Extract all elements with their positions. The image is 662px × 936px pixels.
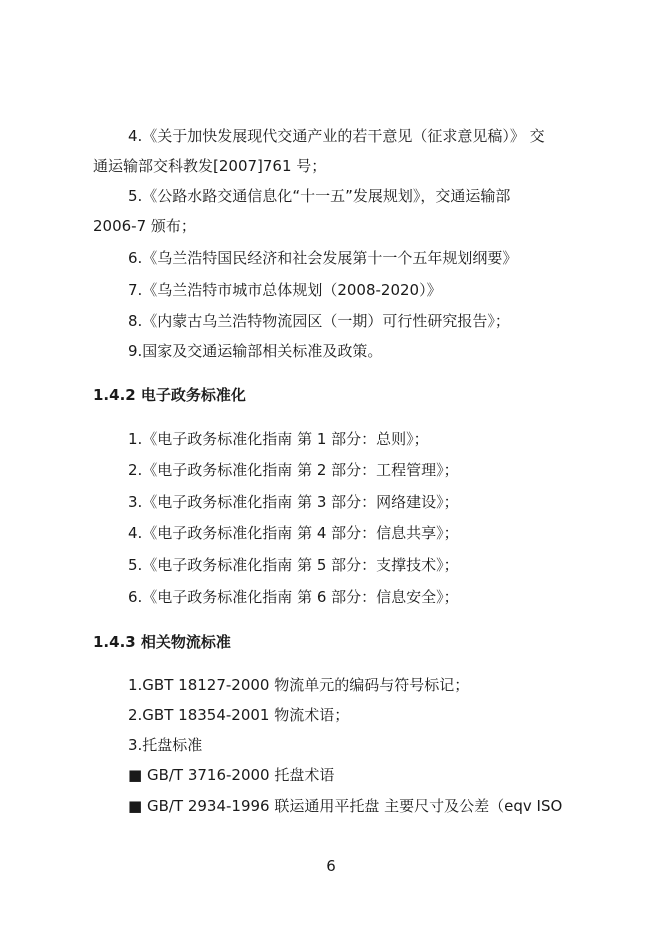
page-number: 6: [326, 857, 336, 875]
list-item-4-line1: 4.《关于加快发展现代交通产业的若干意见（征求意见稿）》 交: [128, 127, 545, 145]
list-item-bullet: ■ GB/T 2934-1996 联运通用平托盘 主要尺寸及公差（eqv ISO: [128, 797, 563, 815]
list-item-9: 9.国家及交通运输部相关标准及政策。: [128, 342, 383, 360]
list-item: 1.《电子政务标准化指南 第 1 部分：总则》；: [128, 430, 429, 448]
list-item-8: 8.《内蒙古乌兰浩特物流园区（一期）可行性研究报告》；: [128, 312, 510, 330]
list-item: 4.《电子政务标准化指南 第 4 部分：信息共享》；: [128, 524, 459, 542]
list-item: 5.《电子政务标准化指南 第 5 部分：支撑技术》；: [128, 556, 459, 574]
section-heading-1-4-3: 1.4.3 相关物流标准: [93, 633, 231, 651]
list-item-7: 7.《乌兰浩特市城市总体规划（2008-2020）》: [128, 281, 442, 299]
list-item: 2.GBT 18354-2001 物流术语；: [128, 706, 350, 724]
list-item: 2.《电子政务标准化指南 第 2 部分：工程管理》；: [128, 461, 459, 479]
list-item: 3.《电子政务标准化指南 第 3 部分：网络建设》；: [128, 493, 459, 511]
list-item: 1.GBT 18127-2000 物流单元的编码与符号标记；: [128, 676, 470, 694]
list-item-5-line2: 2006-7 颁布；: [93, 217, 196, 235]
list-item-6: 6.《乌兰浩特国民经济和社会发展第十一个五年规划纲要》: [128, 249, 518, 267]
list-item-bullet: ■ GB/T 3716-2000 托盘术语: [128, 766, 335, 784]
list-item-4-line2: 通运输部交科教发[2007]761 号；: [93, 157, 327, 175]
list-item: 6.《电子政务标准化指南 第 6 部分：信息安全》；: [128, 588, 459, 606]
section-heading-1-4-2: 1.4.2 电子政务标准化: [93, 386, 246, 404]
list-item-5-line1: 5.《公路水路交通信息化“十一五”发展规划》，交通运输部: [128, 187, 511, 205]
list-item: 3.托盘标准: [128, 736, 203, 754]
